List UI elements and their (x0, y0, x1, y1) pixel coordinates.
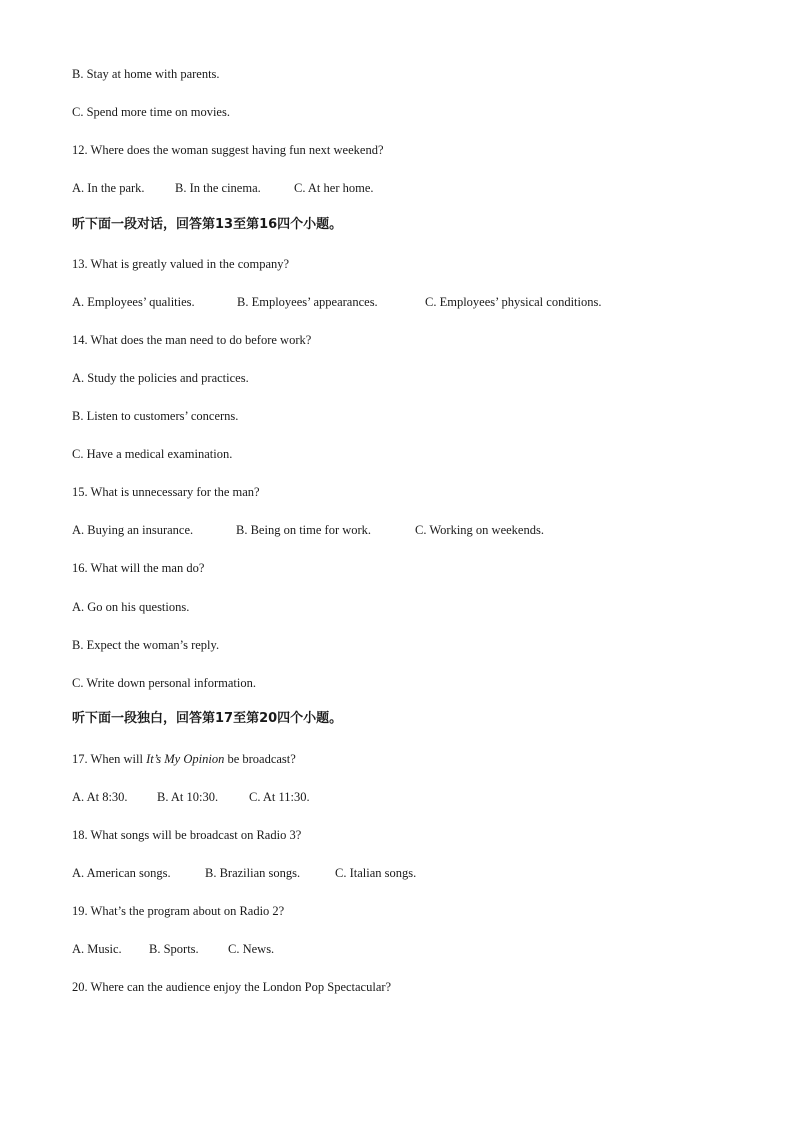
options-12 (72, 180, 374, 196)
option-14-b: B. Listen to customers’ concerns. (72, 409, 239, 423)
option-19-b: B. Sports. (149, 942, 199, 956)
option-18-b: B. Brazilian songs. (205, 866, 301, 880)
option-17-b: B. At 10:30. (157, 790, 219, 804)
option-16-c: C. Write down personal information. (72, 676, 256, 690)
options-19 (72, 941, 275, 957)
section-heading-2: 听下面一段独白，回答第17至第20四个小题。 (72, 711, 343, 726)
question-19: 19. What’s the program about on Radio 2? (72, 904, 285, 918)
option-19-a: A. Music. (72, 942, 122, 956)
option-15-c: C. Working on weekends. (415, 523, 544, 537)
option-16-a: A. Go on his questions. (72, 600, 190, 614)
options-18 (72, 865, 417, 881)
question-13: 13. What is greatly valued in the company? (72, 257, 290, 271)
question-16: 16. What will the man do? (72, 561, 205, 575)
option-17-a: A. At 8:30. (72, 790, 128, 804)
option-12-b: B. In the cinema. (175, 181, 261, 195)
option-13-a: A. Employees’ qualities. (72, 295, 195, 309)
option-19-c: C. News. (228, 942, 275, 956)
question-20: 20. Where can the audience enjoy the London Pop Spectacular? (72, 980, 392, 994)
question-18: 18. What songs will be broadcast on Radio 3? (72, 828, 302, 842)
options-17 (72, 789, 310, 805)
option-13-c: C. Employees’ physical conditions. (425, 295, 602, 309)
options-15 (72, 522, 544, 538)
option-11-c: C. Spend more time on movies. (72, 105, 230, 119)
question-15: 15. What is unnecessary for the man? (72, 485, 260, 499)
option-12-a: A. In the park. (72, 181, 145, 195)
option-16-b: B. Expect the woman’s reply. (72, 638, 220, 652)
question-17 (72, 751, 296, 767)
section-heading-1: 听下面一段对话，回答第13至第16四个小题。 (72, 217, 343, 232)
option-18-a: A. American songs. (72, 866, 171, 880)
option-12-c: C. At her home. (294, 181, 374, 195)
question-12: 12. Where does the woman suggest having fun next weekend? (72, 143, 384, 157)
question-17-suffix: be broadcast? (224, 752, 296, 766)
option-15-b: B. Being on time for work. (236, 523, 372, 537)
options-13 (72, 294, 602, 310)
option-13-b: B. Employees’ appearances. (237, 295, 378, 309)
option-15-a: A. Buying an insurance. (72, 523, 194, 537)
option-14-a: A. Study the policies and practices. (72, 371, 249, 385)
option-11-b: B. Stay at home with parents. (72, 67, 220, 81)
program-title: It’s My Opinion (146, 752, 225, 766)
question-17-prefix: 17. When will (72, 752, 147, 766)
option-17-c: C. At 11:30. (249, 790, 310, 804)
option-18-c: C. Italian songs. (335, 866, 417, 880)
option-14-c: C. Have a medical examination. (72, 447, 233, 461)
question-14: 14. What does the man need to do before work? (72, 333, 312, 347)
